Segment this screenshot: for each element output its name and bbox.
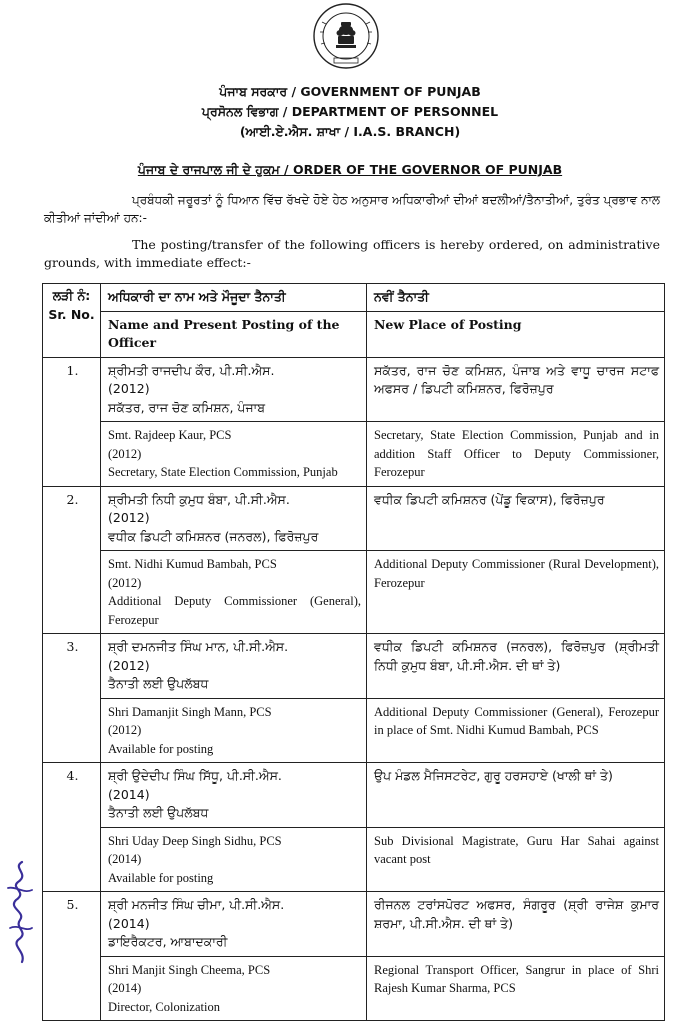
officer-name: ਸ਼੍ਰੀਮਤੀ ਰਾਜਦੀਪ ਕੌਰ, ਪੀ.ਸੀ.ਐਸ. [108,362,275,378]
officer-batch: (2014) [108,786,150,802]
present-posting: Additional Deputy Commissioner (General), Ferozepur [108,594,361,627]
col-officer-header-pa: ਅਧਿਕਾਰੀ ਦਾ ਨਾਮ ਅਤੇ ਮੌਜੂਦਾ ਤੈਨਾਤੀ [101,284,367,312]
new-posting-english: Additional Deputy Commissioner (Rural Development), Ferozepur [367,551,665,634]
col-new-post-header-pa: ਨਵੀਂ ਤੈਨਾਤੀ [367,284,665,312]
present-posting: ਸਕੱਤਰ, ਰਾਜ ਚੋਣ ਕਮਿਸ਼ਨ, ਪੰਜਾਬ [108,399,266,415]
present-posting: Secretary, State Election Commission, Punjab [108,465,338,479]
officer-cell-punjabi [101,634,367,699]
table-row [43,486,665,551]
new-posting-english: Sub Divisional Magistrate, Guru Har Sahai against vacant post [367,827,665,892]
col-sr-header-en: Sr. No. [48,306,95,322]
table-row [43,827,665,892]
officer-cell-english [101,698,367,763]
present-posting: ਡਾਇਰੈਕਟਰ, ਆਬਾਦਕਾਰੀ [108,934,228,949]
new-posting-english: Additional Deputy Commissioner (General), Ferozepur in place of Smt. Nidhi Kumud Bambah, PCS [367,698,665,763]
officer-name: Smt. Rajdeep Kaur, PCS [108,428,232,442]
table-row [43,357,665,422]
col-sr-header-pa: ਲੜੀ ਨੰ: [52,288,91,303]
govt-header: ਪੰਜਾਬ ਸਰਕਾਰ / GOVERNMENT OF PUNJAB [219,84,481,99]
table-row [43,698,665,763]
new-posting-punjabi: ਵਧੀਕ ਡਿਪਟੀ ਕਮਿਸ਼ਨਰ (ਪੇਂਡੂ ਵਿਕਾਸ), ਫਿਰੋਜ਼ਪੁਰ [367,486,665,551]
serial-number: 1. [43,357,101,486]
officer-name: Shri Damanjit Singh Mann, PCS [108,704,272,719]
new-posting-punjabi: ਰੀਜਨਲ ਟਰਾਂਸਪੋਰਟ ਅਫਸਰ, ਸੰਗਰੂਰ (ਸ਼੍ਰੀ ਰਾਜੇਸ਼ ਕੁਮਾਰ ਸ਼ਰਮਾ, ਪੀ.ਸੀ.ਐਸ. ਦੀ ਥਾਂ ਤੇ) [367,892,665,957]
officer-cell-english [101,827,367,892]
serial-number: 2. [43,486,101,634]
officer-batch: (2014) [108,981,142,995]
new-posting-punjabi: ਉਪ ਮੰਡਲ ਮੈਜਿਸਟਰੇਟ, ਗੁਰੂ ਹਰਸਹਾਏ (ਖਾਲੀ ਥਾਂ ਤੇ) [367,763,665,828]
table-header-english [43,311,665,357]
present-posting: Director, Colonization [108,999,220,1014]
officer-batch: (2012) [108,381,150,396]
intro-punjabi: ਪ੍ਰਬੰਧਕੀ ਜਰੂਰਤਾਂ ਨੂੰ ਧਿਆਨ ਵਿੱਚ ਰੱਖਦੇ ਹੋਏ ਹੇਠ ਅਨੁਸਾਰ ਅਧਿਕਾਰੀਆਂ ਦੀਆਂ ਬਦਲੀਆਂ/ਤੈਨਾਤੀਆਂ, ਤੁਰੰਤ ਪ੍ਰਭਾਵ ਨਾਲ ਕੀਤੀਆਂ ਜਾਂਦੀਆਂ ਹਨ:- [44,193,660,225]
present-posting: Available for posting [108,870,214,885]
new-posting-punjabi: ਵਧੀਕ ਡਿਪਟੀ ਕਮਿਸ਼ਨਰ (ਜਨਰਲ), ਫਿਰੋਜ਼ਪੁਰ (ਸ਼੍ਰੀਮਤੀ ਨਿਧੀ ਕੁਮੁਧ ਬੰਬਾ, ਪੀ.ਸੀ.ਐਸ. ਦੀ ਥਾਂ ਤੇ) [367,634,665,699]
officer-batch: (2012) [108,510,150,525]
department-header: ਪ੍ਰਸੋਨਲ ਵਿਭਾਗ / DEPARTMENT OF PERSONNEL [201,104,499,119]
officer-name: ਸ਼੍ਰੀ ਦਮਨਜੀਤ ਸਿੰਘ ਮਾਨ, ਪੀ.ਸੀ.ਐਸ. [108,639,289,654]
officer-batch: (2012) [108,575,142,590]
serial-number: 3. [43,634,101,763]
officer-name: ਸ਼੍ਰੀਮਤੀ ਨਿਧੀ ਕੁਮੁਧ ਬੰਬਾ, ਪੀ.ਸੀ.ਐਸ. [108,491,290,507]
branch-header: (ਆਈ.ਏ.ਐਸ. ਸ਼ਾਖਾ / I.A.S. BRANCH) [239,124,461,139]
officer-batch: (2012) [108,723,142,737]
table-row [43,634,665,699]
officer-name: Shri Uday Deep Singh Sidhu, PCS [108,833,282,848]
col-new-post-header-en: New Place of Posting [367,311,665,357]
officer-batch: (2012) [108,446,142,461]
officer-batch: (2014) [108,852,142,866]
table-row [43,551,665,634]
officer-name: ਸ਼੍ਰੀ ਮਨਜੀਤ ਸਿੰਘ ਚੀਮਾ, ਪੀ.ਸੀ.ਐਸ. [108,897,285,912]
table-row [43,763,665,828]
state-emblem-icon [312,2,380,70]
postings-table [42,283,665,1021]
present-posting: Available for posting [108,741,214,756]
officer-cell-punjabi [101,357,367,422]
officer-cell-english [101,422,367,487]
new-posting-english: Secretary, State Election Commission, Punjab and in addition Staff Officer to Deputy Commissioner, Ferozepur [367,422,665,487]
officer-batch: (2014) [108,915,150,931]
officer-cell-punjabi [101,486,367,551]
officer-cell-english [101,551,367,634]
handwritten-initials-icon [2,858,38,968]
present-posting: ਤੈਨਾਤੀ ਲਈ ਉਪਲੱਬਧ [108,805,209,820]
officer-name: Smt. Nidhi Kumud Bambah, PCS [108,557,277,571]
col-sr-header [43,284,101,358]
table-row [43,956,665,1021]
officer-cell-punjabi [101,763,367,828]
officer-name: Shri Manjit Singh Cheema, PCS [108,962,271,977]
officer-name: ਸ਼੍ਰੀ ਉਦੇਦੀਪ ਸਿੰਘ ਸਿੱਧੂ, ਪੀ.ਸੀ.ਐਸ. [108,768,282,783]
table-header-punjabi [43,284,665,312]
col-officer-header-en: Name and Present Posting of the Officer [101,311,367,357]
present-posting: ਵਧੀਕ ਡਿਪਟੀ ਕਮਿਸ਼ਨਰ (ਜਨਰਲ), ਫਿਰੋਜ਼ਪੁਰ [108,528,319,544]
table-row [43,422,665,487]
intro-english: The posting/transfer of the following officers is hereby ordered, on administrative grounds, with immediate effect:- [44,237,660,270]
new-posting-punjabi: ਸਕੱਤਰ, ਰਾਜ ਚੋਣ ਕਮਿਸ਼ਨ, ਪੰਜਾਬ ਅਤੇ ਵਾਧੂ ਚਾਰਜ ਸਟਾਫ ਅਫਸਰ / ਡਿਪਟੀ ਕਮਿਸ਼ਨਰ, ਫਿਰੋਜ਼ਪੁਰ [367,357,665,422]
serial-number: 5. [43,892,101,1021]
table-row [43,892,665,957]
order-title: ਪੰਜਾਬ ਦੇ ਰਾਜਪਾਲ ਜੀ ਦੇ ਹੁਕਮ / ORDER OF THE GOVERNOR OF PUNJAB [137,162,563,177]
serial-number: 4. [43,763,101,892]
officer-batch: (2012) [108,657,150,673]
present-posting: ਤੈਨਾਤੀ ਲਈ ਉਪਲੱਬਧ [108,676,209,691]
officer-cell-english [101,956,367,1021]
new-posting-english: Regional Transport Officer, Sangrur in place of Shri Rajesh Kumar Sharma, PCS [367,956,665,1021]
officer-cell-punjabi [101,892,367,957]
